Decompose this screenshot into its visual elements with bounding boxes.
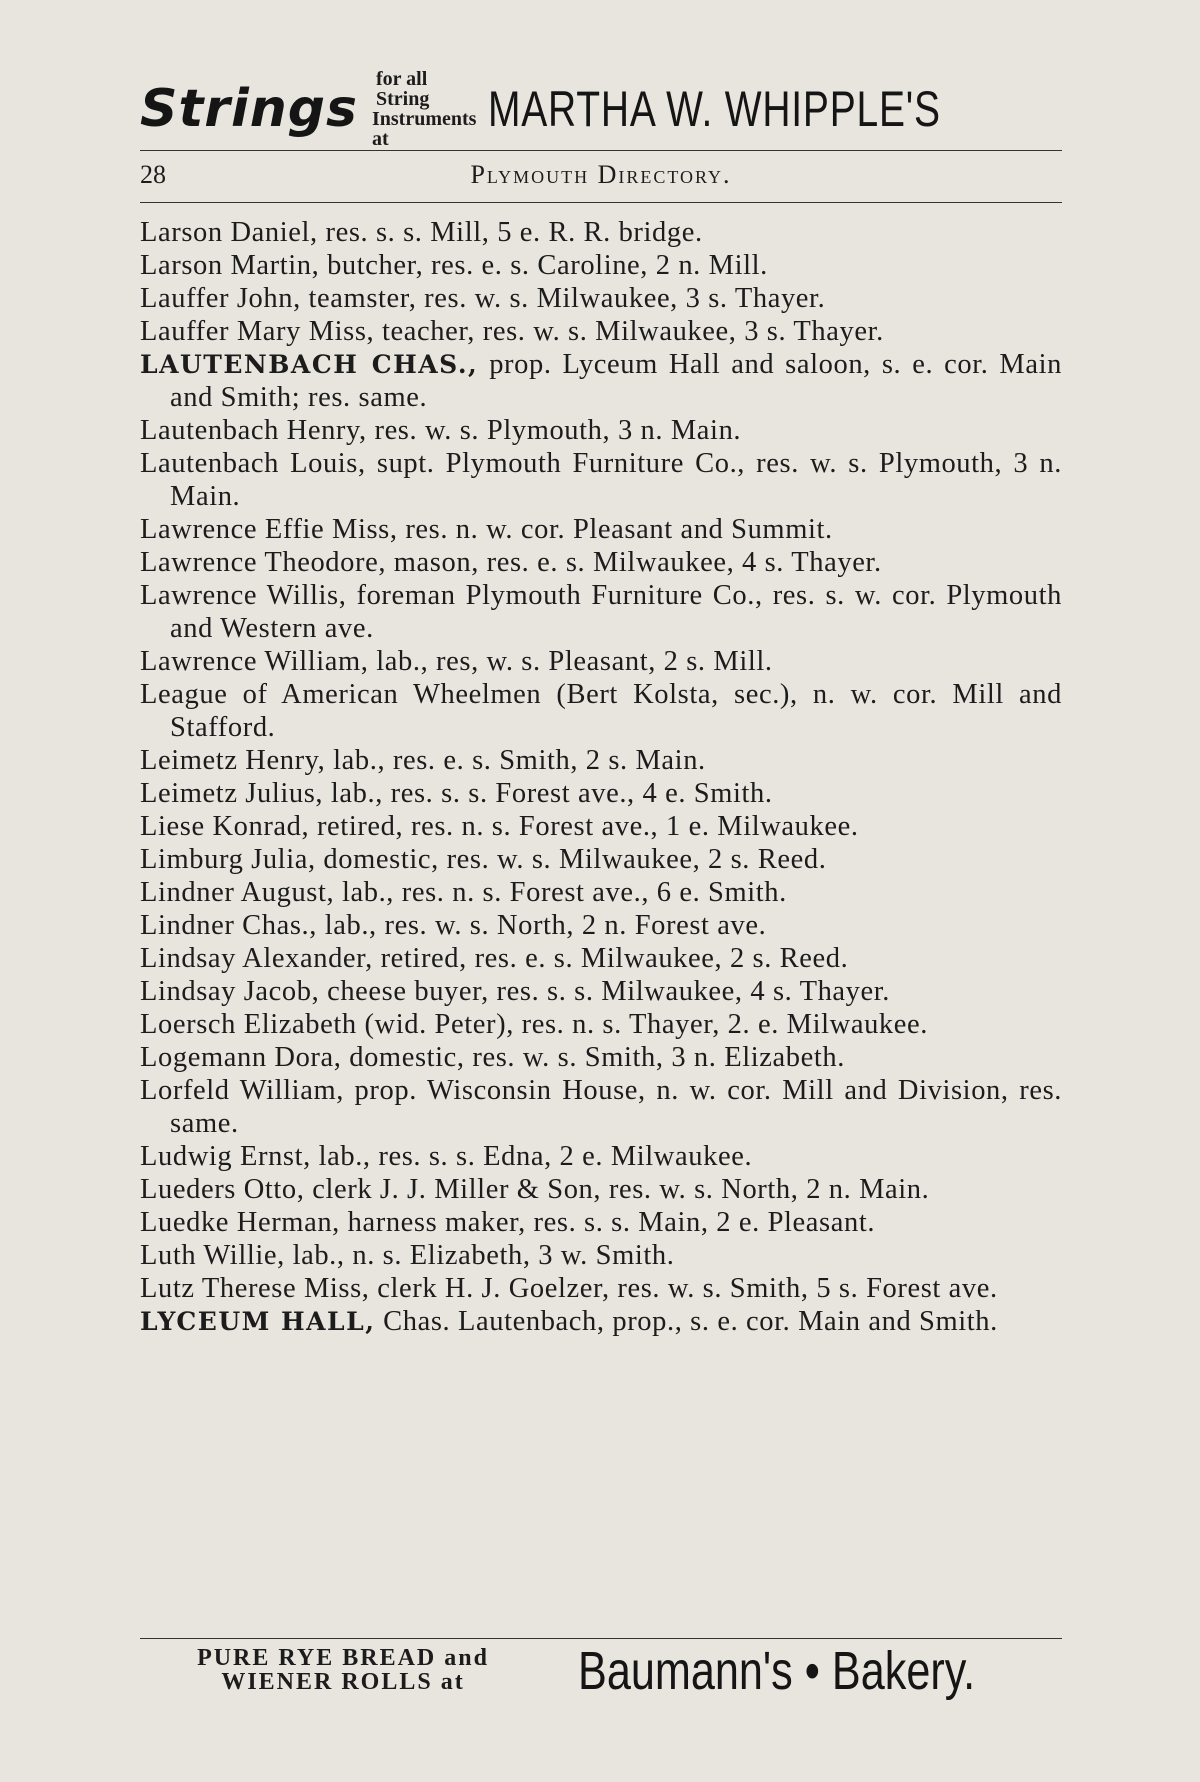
- entry-text: Lautenbach Henry, res. w. s. Plymouth, 3 n. Main.: [140, 415, 742, 446]
- directory-entry: [140, 1272, 1062, 1305]
- page-title: Plymouth Directory.: [470, 160, 732, 189]
- directory-entry: [140, 645, 1062, 678]
- entry-text: Lawrence Theodore, mason, res. e. s. Milwaukee, 4 s. Thayer.: [140, 547, 882, 578]
- ad-small-line-1: for all String: [375, 68, 430, 110]
- entry-text: Lauffer Mary Miss, teacher, res. w. s. Milwaukee, 3 s. Thayer.: [140, 316, 884, 347]
- footer-rule: [140, 1638, 1062, 1639]
- entry-text: Larson Martin, butcher, res. e. s. Caroline, 2 n. Mill.: [140, 250, 768, 281]
- entry-text: Liese Konrad, retired, res. n. s. Forest ave., 1 e. Milwaukee.: [140, 811, 859, 842]
- entry-bold-name: LAUTENBACH CHAS.,: [140, 350, 479, 379]
- entry-text: Loersch Elizabeth (wid. Peter), res. n. s. Thayer, 2. e. Milwaukee.: [140, 1009, 928, 1040]
- directory-entry: [140, 546, 1062, 579]
- entry-text: Larson Daniel, res. s. s. Mill, 5 e. R. R. bridge.: [140, 217, 703, 248]
- directory-entry: [140, 678, 1062, 744]
- directory-entry: [140, 1239, 1062, 1272]
- directory-entry: [140, 1140, 1062, 1173]
- ad-bakery-line-1: PURE RYE BREAD and: [197, 1645, 489, 1671]
- directory-entry: [140, 1041, 1062, 1074]
- header-top-rule: [140, 150, 1062, 151]
- directory-entry: [140, 348, 1062, 414]
- entry-text: Lauffer John, teamster, res. w. s. Milwaukee, 3 s. Thayer.: [140, 283, 826, 314]
- entry-text: Lindner August, lab., res. n. s. Forest ave., 6 e. Smith.: [140, 877, 787, 908]
- entry-text: Limburg Julia, domestic, res. w. s. Milwaukee, 2 s. Reed.: [140, 844, 827, 875]
- entry-text: Leimetz Henry, lab., res. e. s. Smith, 2 s. Main.: [140, 745, 706, 776]
- directory-entries: [140, 216, 1062, 1338]
- entry-text: Lindsay Alexander, retired, res. e. s. Milwaukee, 2 s. Reed.: [140, 943, 849, 974]
- directory-entry: [140, 744, 1062, 777]
- entry-text: Leimetz Julius, lab., res. s. s. Forest ave., 4 e. Smith.: [140, 778, 773, 809]
- directory-entry: [140, 447, 1062, 513]
- directory-entry: [140, 975, 1062, 1008]
- ad-bakery-name: Baumann's • Bakery.: [578, 1641, 976, 1701]
- entry-text: Lawrence Willis, foreman Plymouth Furniture Co., res. s. w. cor. Plymouth and Western ave.: [140, 580, 1062, 644]
- directory-entry: [140, 876, 1062, 909]
- directory-entry: [140, 1206, 1062, 1239]
- entry-text: prop. Lyceum Hall and saloon, s. e. cor. Main and Smith; res. same.: [170, 349, 1062, 413]
- directory-entry: [140, 1008, 1062, 1041]
- entry-text: Ludwig Ernst, lab., res. s. s. Edna, 2 e. Milwaukee.: [140, 1141, 753, 1172]
- entry-text: Luth Willie, lab., n. s. Elizabeth, 3 w. Smith.: [140, 1240, 675, 1271]
- page-header: [140, 158, 1062, 194]
- directory-entry: [140, 579, 1062, 645]
- entry-text: League of American Wheelmen (Bert Kolsta, sec.), n. w. cor. Mill and Stafford.: [140, 679, 1062, 743]
- directory-entry: [140, 843, 1062, 876]
- ad-small-text: [372, 69, 476, 149]
- directory-entry: [140, 1074, 1062, 1140]
- entry-text: Lueders Otto, clerk J. J. Miller & Son, res. w. s. North, 2 n. Main.: [140, 1174, 930, 1205]
- directory-entry: [140, 777, 1062, 810]
- entry-text: Luedke Herman, harness maker, res. s. s. Main, 2 e. Pleasant.: [140, 1207, 876, 1238]
- entry-text: Logemann Dora, domestic, res. w. s. Smith, 3 n. Elizabeth.: [140, 1042, 845, 1073]
- page-number: 28: [140, 160, 166, 189]
- bottom-advertisement: [138, 1641, 1063, 1716]
- directory-entry: [140, 1305, 1062, 1338]
- ad-small-line-2: Instruments at: [371, 108, 477, 150]
- entry-text: Lorfeld William, prop. Wisconsin House, n. w. cor. Mill and Division, res. same.: [140, 1075, 1062, 1139]
- directory-entry: [140, 942, 1062, 975]
- directory-entry: [140, 249, 1062, 282]
- directory-entry: [140, 315, 1062, 348]
- directory-entry: [140, 810, 1062, 843]
- ad-store-name: MARTHA W. WHIPPLE'S: [488, 81, 942, 137]
- entry-text: Lindner Chas., lab., res. w. s. North, 2 n. Forest ave.: [140, 910, 767, 941]
- directory-entry: [140, 513, 1062, 546]
- ad-bakery-products: [138, 1646, 548, 1694]
- entry-text: Lutz Therese Miss, clerk H. J. Goelzer, res. w. s. Smith, 5 s. Forest ave.: [140, 1273, 998, 1304]
- top-advertisement: [140, 70, 1065, 148]
- directory-entry: [140, 216, 1062, 249]
- entry-text: Chas. Lautenbach, prop., s. e. cor. Main and Smith.: [375, 1306, 998, 1337]
- directory-entry: [140, 414, 1062, 447]
- header-bottom-rule: [140, 202, 1062, 203]
- ad-bakery-line-2: WIENER ROLLS at: [221, 1669, 465, 1695]
- entry-text: Lawrence Effie Miss, res. n. w. cor. Pleasant and Summit.: [140, 514, 833, 545]
- entry-text: Lawrence William, lab., res, w. s. Pleasant, 2 s. Mill.: [140, 646, 773, 677]
- directory-entry: [140, 282, 1062, 315]
- entry-text: Lautenbach Louis, supt. Plymouth Furniture Co., res. w. s. Plymouth, 3 n. Main.: [140, 448, 1062, 512]
- directory-entry: [140, 909, 1062, 942]
- entry-bold-name: LYCEUM HALL,: [140, 1307, 376, 1336]
- entry-text: Lindsay Jacob, cheese buyer, res. s. s. Milwaukee, 4 s. Thayer.: [140, 976, 891, 1007]
- directory-entry: [140, 1173, 1062, 1206]
- ad-strings-word: Strings: [140, 79, 358, 139]
